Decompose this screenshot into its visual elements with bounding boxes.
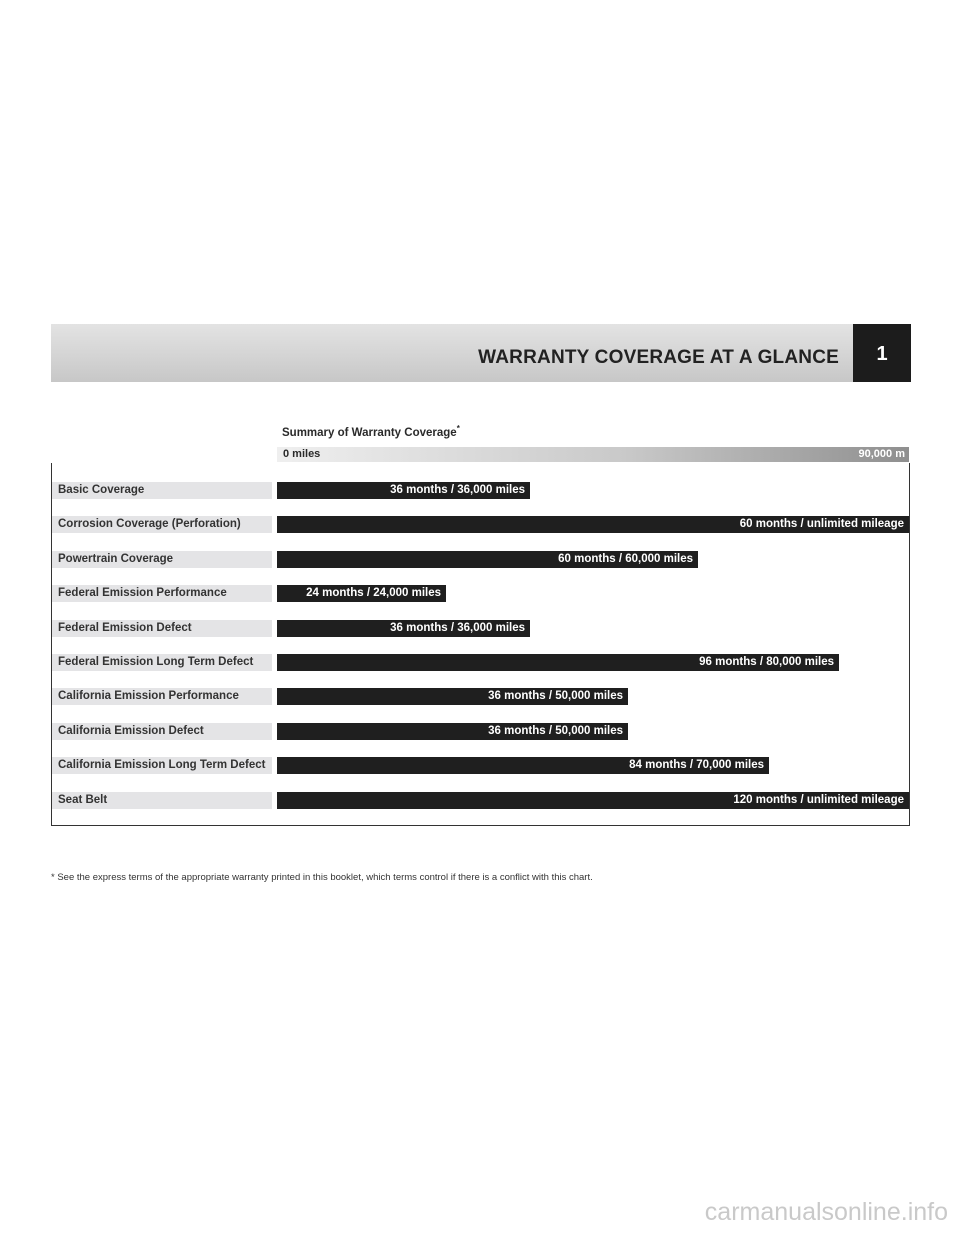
bar-data-label: 84 months / 70,000 miles — [629, 759, 764, 771]
coverage-bar — [277, 654, 839, 671]
row-label: Federal Emission Defect — [52, 620, 272, 637]
bar-data-label: 36 months / 50,000 miles — [488, 725, 623, 737]
bar-data-label: 36 months / 50,000 miles — [488, 690, 623, 702]
bar-data-label: 120 months / unlimited mileage — [733, 794, 904, 806]
chart-title-text: Summary of Warranty Coverage — [282, 426, 457, 439]
footnote: * See the express terms of the appropriate warranty printed in this booklet, which terms control if there is a conflict with this chart. — [51, 872, 593, 883]
coverage-bar — [277, 585, 446, 602]
axis-max-label: 90,000 m — [858, 448, 905, 460]
bar-data-label: 24 months / 24,000 miles — [306, 587, 441, 599]
row-label: Powertrain Coverage — [52, 551, 272, 568]
coverage-bar — [277, 688, 628, 705]
chart-title — [282, 424, 460, 439]
section-header — [51, 324, 853, 382]
bar-data-label: 36 months / 36,000 miles — [390, 484, 525, 496]
bar-data-label: 96 months / 80,000 miles — [699, 656, 834, 668]
coverage-bar — [277, 792, 909, 809]
coverage-bar — [277, 482, 530, 499]
row-label: California Emission Performance — [52, 688, 272, 705]
section-title: WARRANTY COVERAGE AT A GLANCE — [478, 347, 839, 368]
coverage-bar — [277, 551, 698, 568]
watermark: carmanualsonline.info — [704, 1198, 948, 1226]
row-label: Basic Coverage — [52, 482, 272, 499]
chapter-number: 1 — [853, 324, 911, 382]
coverage-bar — [277, 723, 628, 740]
chart-title-asterisk: * — [456, 424, 460, 433]
bar-data-label: 36 months / 36,000 miles — [390, 622, 525, 634]
coverage-bar — [277, 620, 530, 637]
bar-data-label: 60 months / 60,000 miles — [558, 553, 693, 565]
row-label: Federal Emission Performance — [52, 585, 272, 602]
coverage-bar — [277, 757, 769, 774]
row-label: Corrosion Coverage (Perforation) — [52, 516, 272, 533]
bar-data-label: 60 months / unlimited mileage — [739, 518, 904, 530]
mileage-axis — [277, 447, 909, 462]
row-label: Seat Belt — [52, 792, 272, 809]
row-label: Federal Emission Long Term Defect — [52, 654, 272, 671]
coverage-bar — [277, 516, 909, 533]
axis-min-label: 0 miles — [283, 448, 321, 460]
row-label: California Emission Long Term Defect — [52, 757, 272, 774]
row-label: California Emission Defect — [52, 723, 272, 740]
